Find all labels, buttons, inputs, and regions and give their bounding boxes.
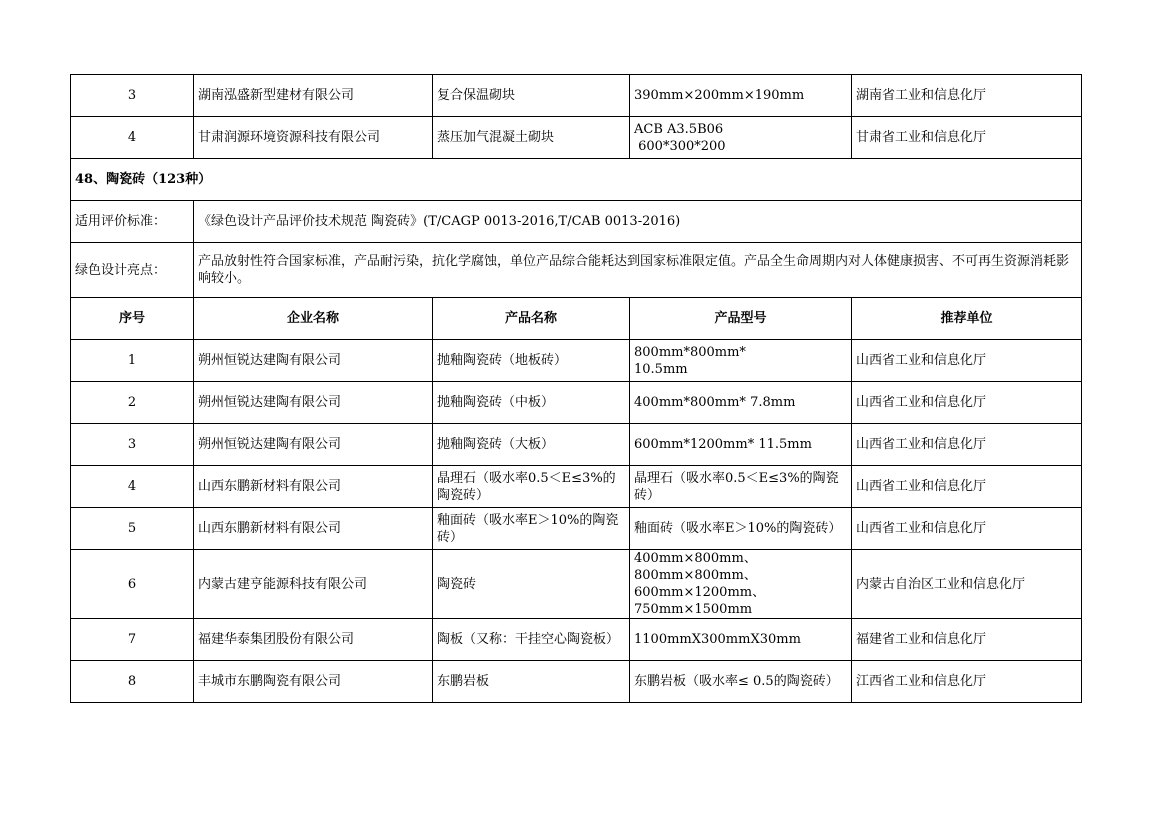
table-row [71,661,1082,703]
table-row [71,550,1082,619]
cell-no: 8 [71,661,194,703]
cell-company: 朔州恒锐达建陶有限公司 [194,424,433,466]
cell-unit: 山西省工业和信息化厅 [852,466,1082,508]
cell-model: 晶理石（吸水率0.5＜E≤3%的陶瓷砖） [630,466,852,508]
standard-label: 适用评价标准： [71,201,194,243]
cell-model: 釉面砖（吸水率E＞10%的陶瓷砖） [630,508,852,550]
cell-unit: 山西省工业和信息化厅 [852,382,1082,424]
cell-product: 陶瓷砖 [433,550,630,619]
highlight-label: 绿色设计亮点： [71,243,194,298]
cell-model [630,117,852,159]
cell-product: 晶理石（吸水率0.5＜E≤3%的陶瓷砖） [433,466,630,508]
standard-value: 《绿色设计产品评价技术规范 陶瓷砖》(T/CAGP 0013-2016,T/CAB 0013-2016) [194,201,1082,243]
table-row [71,75,1082,117]
cell-no: 6 [71,550,194,619]
cell-product: 蒸压加气混凝土砌块 [433,117,630,159]
cell-unit: 山西省工业和信息化厅 [852,340,1082,382]
cell-unit: 江西省工业和信息化厅 [852,661,1082,703]
cell-no: 1 [71,340,194,382]
cell-no: 3 [71,424,194,466]
cell-product: 东鹏岩板 [433,661,630,703]
table-row [71,508,1082,550]
header-unit: 推荐单位 [852,298,1082,340]
cell-company: 湖南泓盛新型建材有限公司 [194,75,433,117]
header-row [71,298,1082,340]
cell-unit: 湖南省工业和信息化厅 [852,75,1082,117]
cell-unit: 福建省工业和信息化厅 [852,619,1082,661]
highlight-value: 产品放射性符合国家标准，产品耐污染，抗化学腐蚀，单位产品综合能耗达到国家标准限定值。产品全生命周期内对人体健康损害、不可再生资源消耗影响较小。 [194,243,1082,298]
standard-row [71,201,1082,243]
header-product: 产品名称 [433,298,630,340]
cell-unit: 内蒙古自治区工业和信息化厅 [852,550,1082,619]
cell-model: 400mm*800mm* 7.8mm [630,382,852,424]
cell-product: 抛釉陶瓷砖（中板） [433,382,630,424]
cell-no: 2 [71,382,194,424]
section-title-row [71,159,1082,201]
cell-product: 陶板（又称：干挂空心陶瓷板） [433,619,630,661]
cell-no: 7 [71,619,194,661]
cell-no: 4 [71,466,194,508]
cell-company: 山西东鹏新材料有限公司 [194,508,433,550]
model-line: ACB A3.5B06 [634,121,724,137]
cell-company: 丰城市东鹏陶瓷有限公司 [194,661,433,703]
cell-unit: 山西省工业和信息化厅 [852,508,1082,550]
cell-company: 朔州恒锐达建陶有限公司 [194,382,433,424]
cell-no: 4 [71,117,194,159]
highlight-row [71,243,1082,298]
cell-model: 400mm×800mm、800mm×800mm、600mm×1200mm、750mm×1500mm [630,550,852,619]
cell-product: 釉面砖（吸水率E＞10%的陶瓷砖） [433,508,630,550]
cell-company: 甘肃润源环境资源科技有限公司 [194,117,433,159]
table-row [71,424,1082,466]
cell-model: 东鹏岩板（吸水率≤ 0.5的陶瓷砖） [630,661,852,703]
table-row [71,466,1082,508]
cell-product: 抛釉陶瓷砖（大板） [433,424,630,466]
cell-company: 福建华泰集团股份有限公司 [194,619,433,661]
table-row [71,382,1082,424]
product-table [70,74,1082,703]
header-model: 产品型号 [630,298,852,340]
cell-product: 抛釉陶瓷砖（地板砖） [433,340,630,382]
cell-no: 5 [71,508,194,550]
table-row [71,117,1082,159]
header-no: 序号 [71,298,194,340]
cell-no: 3 [71,75,194,117]
section-title: 48、陶瓷砖（123种） [71,159,1082,201]
cell-unit: 山西省工业和信息化厅 [852,424,1082,466]
cell-company: 山西东鹏新材料有限公司 [194,466,433,508]
header-company: 企业名称 [194,298,433,340]
table-row [71,619,1082,661]
cell-product: 复合保温砌块 [433,75,630,117]
cell-model: 600mm*1200mm* 11.5mm [630,424,852,466]
cell-company: 内蒙古建亨能源科技有限公司 [194,550,433,619]
cell-company: 朔州恒锐达建陶有限公司 [194,340,433,382]
cell-model: 800mm*800mm* 10.5mm [630,340,852,382]
cell-unit: 甘肃省工业和信息化厅 [852,117,1082,159]
cell-model: 1100mmX300mmX30mm [630,619,852,661]
table-row [71,340,1082,382]
model-line: 600*300*200 [634,138,726,154]
cell-model: 390mm×200mm×190mm [630,75,852,117]
